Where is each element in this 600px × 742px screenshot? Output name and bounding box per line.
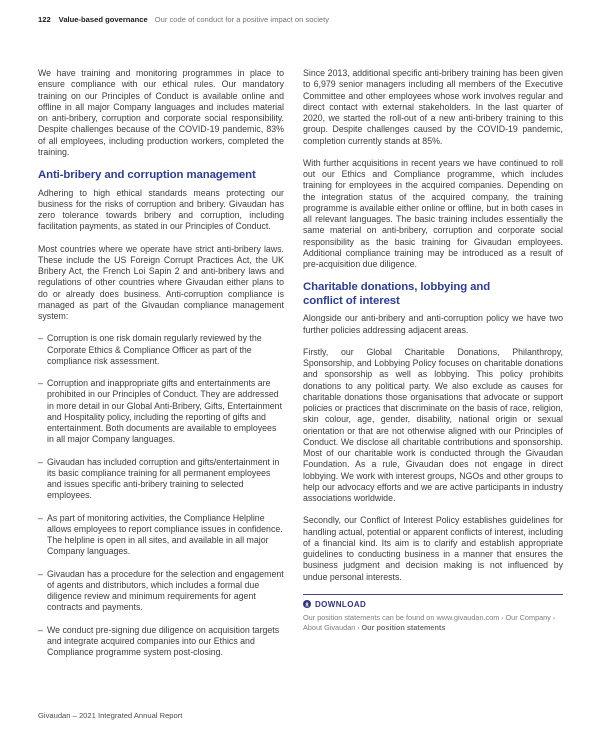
list-item: – Corruption is one risk domain regularly reviewed by the Corporate Ethics & Compliance Officer as part of the compliance risk assessment.	[38, 333, 284, 367]
download-intro-text: Our position statements can be found on	[303, 612, 435, 622]
heading-anti-bribery: Anti-bribery and corruption management	[38, 169, 256, 181]
running-header	[38, 15, 570, 24]
download-label: DOWNLOAD	[315, 599, 367, 609]
download-url-link[interactable]: www.givaudan.com	[436, 612, 500, 622]
breadcrumb-our-company[interactable]: Our Company	[505, 612, 551, 622]
chevron-right-icon: ›	[357, 625, 360, 633]
breadcrumb-position-statements[interactable]: Our position statements	[361, 623, 446, 633]
right-column	[303, 68, 563, 669]
paragraph: Since 2013, additional specific anti-bribery training has been given to 6,979 senior managers including all members of the Executive Committee and other employees whose work involves regular and direct contact with external stakeholders. In the last quarter of 2020, we started the roll-out of a new anti-bribery training to this group. Despite challenges caused by the COVID-19 pandemic, completion currently stands at 85%.	[303, 68, 563, 146]
list-item: – Givaudan has a procedure for the selection and engagement of agents and distributors, which includes a formal due diligence review and minimum requirements for agent contracts and payments.	[38, 569, 284, 614]
two-column-body	[38, 68, 563, 669]
chevron-right-icon: ›	[501, 614, 504, 622]
paragraph: Secondly, our Conflict of Interest Policy establishes guidelines for handling actual, potential or apparent conflicts of interest, including of a financial kind. Its aim is to clarify and establish appropriate guidelines to conducting business in a manner that ensures the business judgment and decision making is not influenced by undue personal interests.	[303, 515, 563, 582]
list-item: – As part of monitoring activities, the Compliance Helpline allows employees to report compliance issues in confidence. The helpline is open in all sites, and available in all major Company languages.	[38, 513, 284, 558]
list-item: – Givaudan has included corruption and gifts/entertainment in its basic compliance training for all permanent employees and issues specific anti-bribery training to selected employees.	[38, 457, 284, 502]
paragraph: Adhering to high ethical standards means protecting our business for the risks of corruption and bribery. Givaudan has zero tolerance towards bribery and corruption, including facilitation payments, as stated in our Principles of Conduct.	[38, 187, 284, 232]
heading-line: conflict of interest	[303, 294, 400, 307]
heading-line: Charitable donations, lobbying and	[303, 281, 491, 294]
page-number: 122	[38, 15, 51, 24]
paragraph: Firstly, our Global Charitable Donations, Philanthropy, Sponsorship, and Lobbying Policy focuses on charitable donations and sponsorship as well as lobbying. This policy prohibits donations to any political party. We also exclude as causes for charitable donations those organisations that advocate or support policies or practices that discriminate on the basis of race, religion, skin colour, age, gender, disability, national origin or sexual orientation or that are not otherwise aligned with our Principles of Conduct. We disclose all charitable contributions and sponsorship. Most of our charitable work is conducted through the Givaudan Foundation. As a rule, Givaudan does not engage in direct lobbying. We work with interest groups, NGOs and other groups to help our advocacy efforts and we are active participants in industry associations worldwide.	[303, 346, 563, 503]
section-subtitle: Our code of conduct for a positive impact on society	[154, 15, 330, 24]
download-box	[303, 594, 563, 634]
download-icon	[303, 600, 311, 608]
chevron-right-icon: ›	[552, 614, 555, 622]
left-column	[38, 68, 284, 669]
paragraph: Most countries where we operate have strict anti-bribery laws. These include the US Foreign Corrupt Practices Act, the UK Bribery Act, the French Loi Sapin 2 and anti-bribery laws and regulations of other countries where Givaudan either plans to do or already does business. Anti-corruption compliance is managed as part of the Givaudan compliance management system:	[38, 243, 284, 321]
breadcrumb-about-givaudan[interactable]: About Givaudan	[303, 623, 356, 633]
list-item: – We conduct pre-signing due diligence on acquisition targets and integrate acquired companies into our Ethics and Compliance programme system post-closing.	[38, 625, 284, 659]
list-item: – Corruption and inappropriate gifts and entertainments are prohibited in our Principles of Conduct. They are addressed in more detail in our Global Anti-Bribery, Gifts, Entertainment and Hospitality policy, including the reporting of gifts and entertainment. Both documents are available to employees in all major Company languages.	[38, 378, 284, 446]
paragraph: Alongside our anti-bribery and anti-corruption policy we have two further policies addressing adjacent areas.	[303, 313, 563, 335]
paragraph: With further acquisitions in recent years we have continued to roll out our Ethics and Compliance programme, which includes training for employees in the acquired companies. Depending on the integration status of the acquired company, the training programme is available either online or offline, but in both cases in all relevant languages. The basic training includes essentially the same material on anti-bribery, corruption and corporate social responsibility as the basic training for Givaudan employees. Additional compliance training may be introduced as a result of pre-acquisition due diligence.	[303, 157, 563, 269]
download-link[interactable]	[303, 600, 563, 609]
download-description	[303, 613, 563, 634]
bullet-list	[38, 333, 284, 658]
page-footer: Givaudan – 2021 Integrated Annual Report	[38, 711, 183, 720]
paragraph: We have training and monitoring programmes in place to ensure compliance with our ethical rules. Our mandatory training on our Principles of Conduct is available online and offline in all major Company languages and includes material on anti-bribery, corruption and corporate social responsibility. Despite challenges because of the COVID-19 pandemic, 83% of all employees, including production workers, completed the training.	[38, 68, 284, 157]
section-title: Value-based governance	[58, 15, 148, 24]
heading-charitable-donations	[303, 281, 563, 308]
